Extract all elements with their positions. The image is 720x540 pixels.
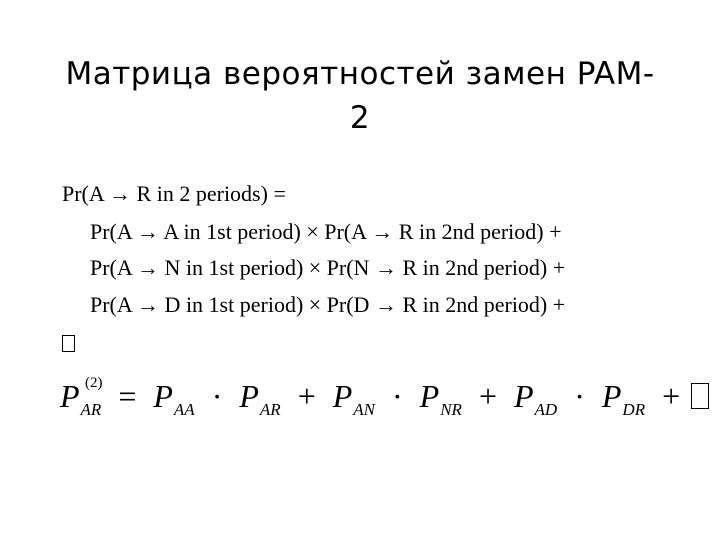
equation-line-3: Pr(A → D in 1st period) × Pr(D → R in 2nd period) +: [90, 292, 566, 317]
formula-lhs: [60, 375, 103, 420]
equation-line-1: Pr(A → A in 1st period) × Pr(A → R in 2nd period) +: [90, 219, 562, 244]
formula-lhs-subscript: AR: [80, 400, 102, 419]
formula-p: P: [332, 378, 353, 414]
slide-title: [40, 52, 680, 140]
formula-lhs-symbol: P: [60, 378, 80, 414]
slide-title-line1: Матрица вероятностей замен PAM-: [65, 56, 655, 92]
slide-title-line2: 2: [349, 100, 371, 136]
formula-dot: ·: [211, 378, 223, 414]
formula-sub: AN: [353, 400, 376, 419]
pam2-formula: [60, 375, 709, 420]
formula-sub: AA: [173, 400, 195, 419]
formula-p: P: [153, 378, 173, 414]
formula-sub: DR: [622, 400, 646, 419]
formula-plus: +: [478, 378, 497, 414]
formula-sub: AD: [534, 400, 558, 419]
missing-glyph-box: [691, 383, 709, 409]
formula-plus: +: [662, 378, 681, 414]
formula-plus: +: [297, 378, 316, 414]
formula-dot: ·: [574, 378, 585, 414]
equation-line-2: Pr(A → N in 1st period) × Pr(N → R in 2nd period) +: [90, 255, 566, 280]
formula-p: P: [239, 378, 259, 414]
formula-p: P: [601, 378, 622, 414]
formula-lhs-superscript: (2): [85, 375, 103, 391]
formula-sub: NR: [440, 400, 462, 419]
formula-p: P: [419, 378, 440, 414]
equation-line-0: Pr(A → R in 2 periods) =: [62, 181, 286, 206]
formula-dot: ·: [392, 378, 403, 414]
formula-p: P: [514, 378, 534, 414]
missing-glyph-box: [62, 335, 75, 352]
formula-equals: =: [118, 378, 137, 414]
formula-sub: AR: [259, 400, 281, 419]
